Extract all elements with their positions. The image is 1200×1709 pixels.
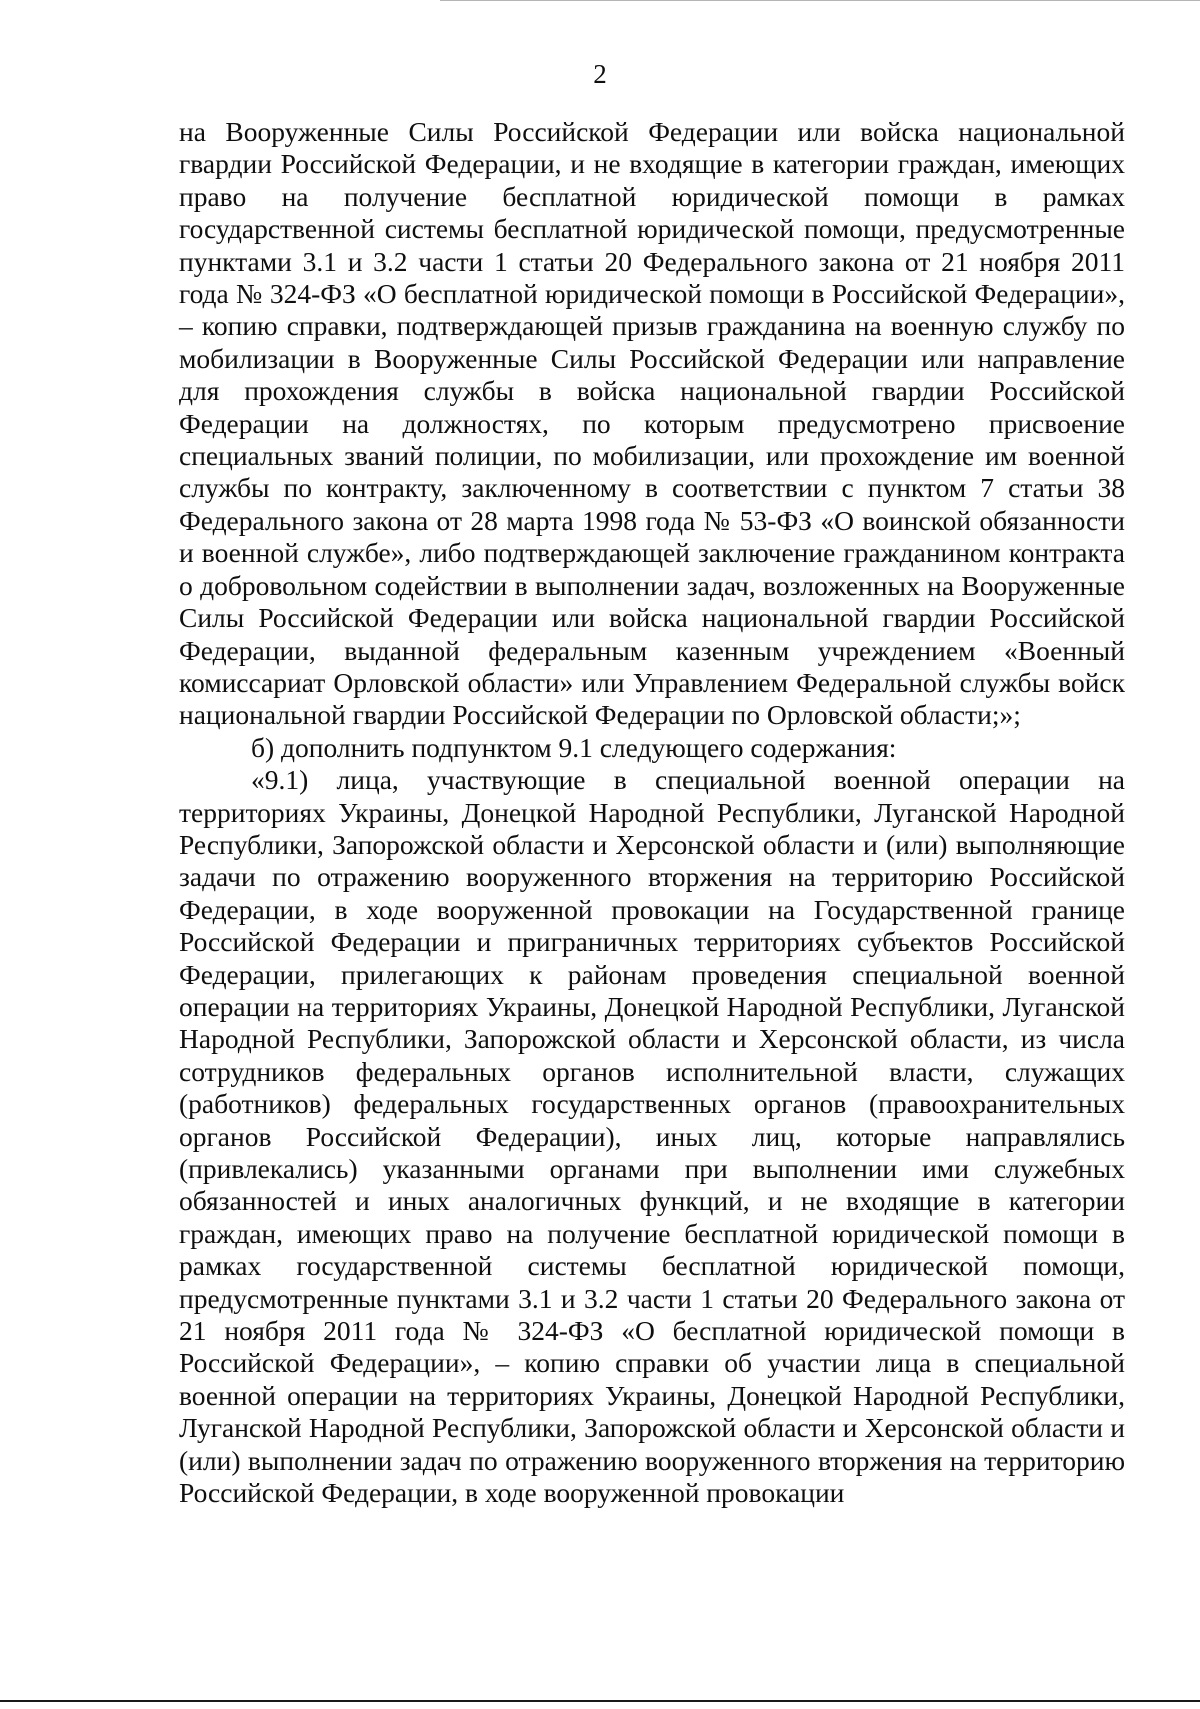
paragraph-item-9-1: «9.1) лица, участвующие в специальной военной операции на территориях Украины, Донецкой Народной Республики, Луганской Народной Республики, Запорожской области и Херсонской области и (или) выполняющие задачи по отражению вооруженного вторжения на территорию Российской Федерации, в ходе вооруженной провокации на Государственной границе Российской Федерации и приграничных территориях субъектов Российской Федерации, прилегающих к районам проведения специальной военной операции на территориях Украины, Донецкой Народной Республики, Луганской Народной Республики, Запорожской области и Херсонской области, из числа сотрудников федеральных органов исполнительной власти, служащих (работников) федеральных государственных органов (правоохранительных органов Российской Федерации), иных лиц, которые направлялись (привлекались) указанными органами при выполнении ими служебных обязанностей и иных аналогичных функций, и не входящие в категории граждан, имеющих право на получение бесплатной юридической помощи в рамках государственной системы бесплатной юридической помощи, предусмотренные пунктами 3.1 и 3.2 части 1 статьи 20 Федерального закона от 21 ноября 2011 года № 324-ФЗ «О бесплатной юридической помощи в Российской Федерации», – копию справки об участии лица в специальной военной операции на территориях Украины, Донецкой Народной Республики, Луганской Народной Республики, Запорожской области и Херсонской области и (или) выполнении задач по отражению вооруженного вторжения на территорию Российской Федерации, в ходе вооруженной провокации — [179, 764, 1125, 1509]
bottom-scan-edge — [0, 1700, 1200, 1702]
page-number: 2 — [593, 59, 607, 89]
paragraph-subitem-b: б) дополнить подпунктом 9.1 следующего содержания: — [251, 731, 897, 763]
paragraph-continuation: на Вооруженные Силы Российской Федерации или войска национальной гвардии Российской Федерации, и не входящие в категории граждан, имеющих право на получение бесплатной юридической помощи в рамках государственной системы бесплатной юридической помощи, предусмотренные пунктами 3.1 и 3.2 части 1 статьи 20 Федерального закона от 21 ноября 2011 года № 324-ФЗ «О бесплатной юридической помощи в Российской Федерации», – копию справки, подтверждающей призыв гражданина на военную службу по мобилизации в Вооруженные Силы Российской Федерации или направление для прохождения службы в войска национальной гвардии Российской Федерации на должностях, по которым предусмотрено присвоение специальных званий полиции, по мобилизации, или прохождение им военной службы по контракту, заключенному в соответствии с пунктом 7 статьи 38 Федерального закона от 28 марта 1998 года № 53-ФЗ «О воинской обязанности и военной службе», либо подтверждающей заключение гражданином контракта о добровольном содействии в выполнении задач, возложенных на Вооруженные Силы Российской Федерации или войска национальной гвардии Российской Федерации, выданной федеральным казенным учреждением «Военный комиссариат Орловской области» или Управлением Федеральной службы войск национальной гвардии Российской Федерации по Орловской области;»; — [179, 116, 1125, 731]
document-body — [179, 116, 1125, 1509]
top-scan-edge — [440, 0, 1200, 1]
